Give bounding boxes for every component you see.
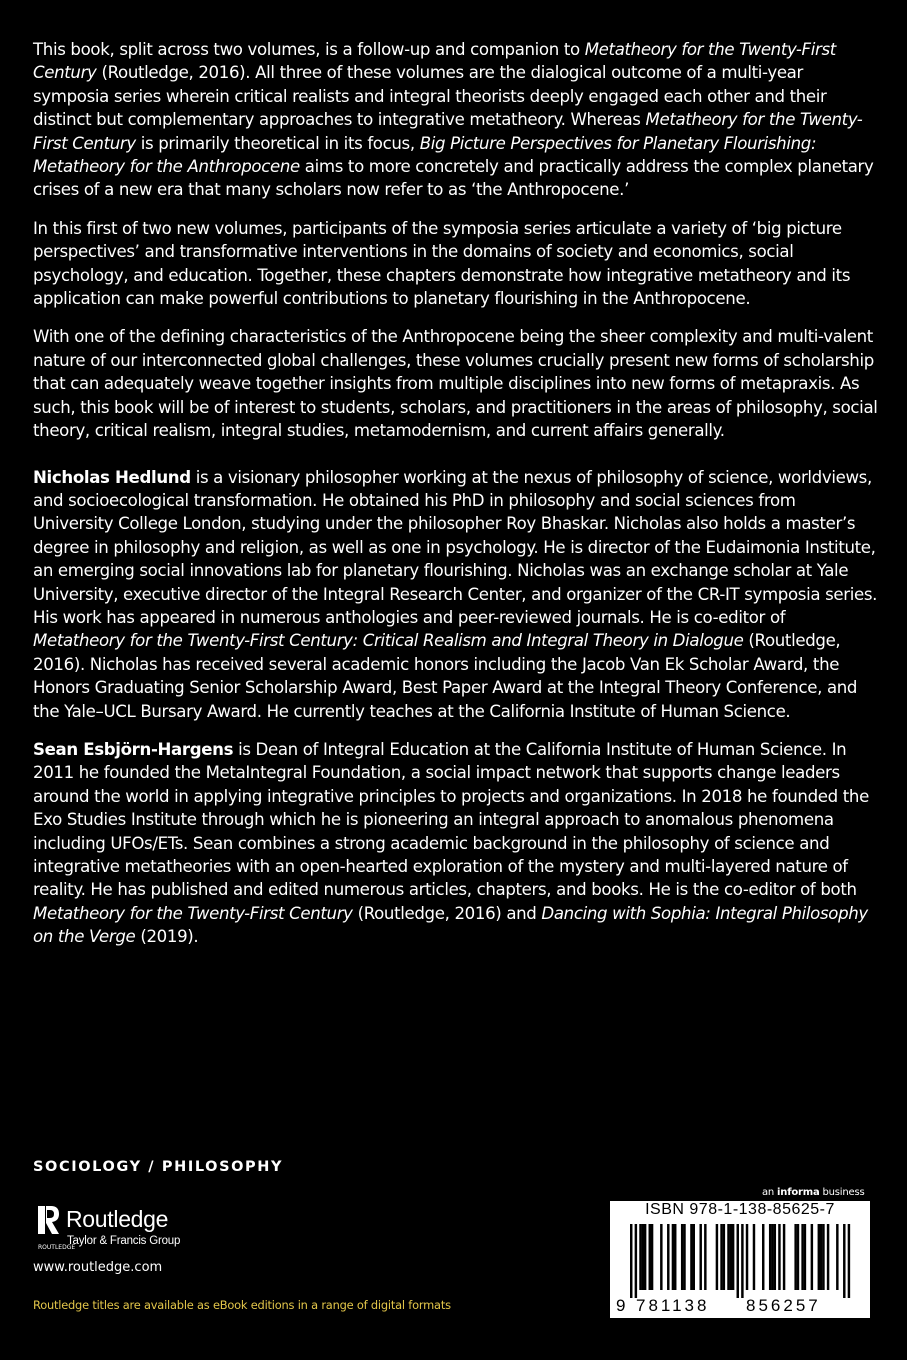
barcode-bar (630, 1224, 632, 1298)
author-name: Nicholas Hedlund (33, 467, 191, 487)
book-title-italic: Metatheory for the Twenty-First Century: Critical Realism and Integral Theory in Dialogue (33, 631, 744, 651)
routledge-logo (37, 1205, 237, 1255)
barcode-bar (639, 1224, 641, 1290)
barcode-bar (693, 1224, 695, 1290)
barcode-bar (737, 1224, 739, 1298)
author-bio-nicholas-hedlund: Nicholas Hedlund is a visionary philosopher working at the nexus of philosophy of science, worldviews, and socioecological transformation. He obtained his PhD in philosophy and social sciences from University College London, studying under the philosopher Roy Bhaskar. Nicholas also holds a master’s degree in philosophy and religion, as well as one in psychology. He is director of the Eudaimonia Institute, an emerging social innovations lab for planetary flourishing. Nicholas was an exchange scholar at Yale University, executive director of the Integral Research Center, and organizer of the CR-IT symposia series. His work has appeared in numerous anthologies and peer-reviewed journals. He is co-editor of Metatheory for the Twenty-First Century: Critical Realism and Integral Theory in Dialogue (Routledge, 2016). Nicholas has received several academic honors including the Jacob Van Ek Scholar Award, the Honors Graduating Senior Scholarship Award, Best Paper Award at the Integral Theory Conference, and the Yale–UCL Bursary Award. He currently teaches at the California Institute of Human Science. (33, 467, 878, 721)
barcode-bar (651, 1224, 653, 1290)
barcode-bar (720, 1224, 722, 1290)
barcode-bar (818, 1224, 820, 1290)
barcode-bar (699, 1224, 701, 1290)
blurb-paragraph-2: In this first of two new volumes, participants of the symposia series articulate a variety of ‘big picture perspectives’ and transformative interventions in the domains of society and economics, social psychology, and education. Together, these chapters demonstrate how integrative metatheory and its application can make powerful contributions to planetary flourishing in the Anthropocene. (33, 218, 851, 309)
barcode-bar (762, 1224, 764, 1290)
barcode-bar (730, 1224, 732, 1290)
barcode-bar (674, 1224, 676, 1290)
barcode-bar (811, 1224, 813, 1290)
blurb (33, 38, 879, 964)
barcode-bar (827, 1224, 829, 1290)
subject-category: SOCIOLOGY / PHILOSOPHY (33, 1159, 284, 1175)
author-bio-sean-esbjorn-hargens: Sean Esbjörn-Hargens is Dean of Integral Education at the California Institute of Human Science. In 2011 he founded the MetaIntegral Foundation, a social impact network that supports change leaders around the world in applying integrative principles to projects and organizations. In 2018 he founded the Exo Studies Institute through which he is pioneering an integral approach to anomalous phenomena including UFOs/ETs. Sean combines a strong academic background in the philosophy of science and integrative metatheories with an open-hearted exploration of the mystery and multi-layered nature of reality. He has published and edited numerous articles, chapters, and books. He is the co-editor of both Metatheory for the Twenty-First Century (Routledge, 2016) and Dancing with Sophia: Integral Philosophy on the Verge (2019). (33, 739, 869, 947)
barcode-bar (783, 1224, 785, 1290)
barcode-bar (727, 1224, 729, 1290)
barcode-bars (630, 1224, 850, 1298)
barcode-bar (690, 1224, 692, 1290)
barcode-bar (804, 1224, 806, 1290)
blurb-paragraph-3: With one of the defining characteristics of the Anthropocene being the sheer complexity and multi-valent nature of our interconnected global challenges, these volumes crucially present new forms of scholarship that can adequately weave together insights from multiple disciplines into new forms of metapraxis. As such, this book will be of interest to students, scholars, and practitioners in the areas of philosophy, social theory, critical realism, integral studies, metamodernism, and current affairs generally. (33, 327, 878, 441)
barcode-bar (683, 1224, 685, 1290)
barcode-bar (746, 1224, 748, 1290)
barcode-bar (797, 1224, 799, 1290)
publisher-group: Taylor & Francis Group (67, 1235, 181, 1247)
barcode-bar (723, 1224, 725, 1290)
barcode-bar (843, 1224, 845, 1298)
isbn-barcode: ISBN 978-1-138-85625-7 9 781138 856257 (610, 1201, 870, 1318)
book-title-italic: Metatheory for the Twenty-First Century (33, 40, 836, 83)
barcode-bar (667, 1224, 669, 1290)
barcode-bar (822, 1224, 824, 1290)
barcode-bar (801, 1224, 803, 1290)
barcode-bar (836, 1224, 838, 1290)
barcode-bar (642, 1224, 644, 1290)
barcode-bar (820, 1224, 822, 1290)
barcode-bar (794, 1224, 796, 1290)
isbn-number: ISBN 978-1-138-85625-7 (645, 1201, 835, 1218)
svg-text:ROUTLEDGE: ROUTLEDGE (38, 1244, 76, 1251)
publisher-website: www.routledge.com (33, 1260, 163, 1275)
barcode-bar (644, 1224, 646, 1290)
blurb-paragraph-1: This book, split across two volumes, is a follow-up and companion to Metatheory for the Twenty-First Century (Routledge, 2016). All three of these volumes are the dialogical outcome of a multi-year symposia series wherein critical realists and integral theorists deeply engaged each other and their distinct but complementary approaches to integrative metatheory. Whereas Metatheory for the Twenty-First Century is primarily theoretical in its focus, Big Picture Perspectives for Planetary Flourishing: Metatheory for the Anthropocene aims to more concretely and practically address the complex planetary crises of a new era that many scholars now refer to as ‘the Anthropocene.’ (33, 40, 874, 200)
book-title-italic: Metatheory for the Twenty-First Century (33, 110, 863, 153)
barcode-bar (635, 1224, 637, 1298)
routledge-r-icon (37, 1205, 76, 1251)
barcode-bar (769, 1224, 771, 1290)
barcode-bar (753, 1224, 755, 1290)
book-title-italic: Dancing with Sophia: Integral Philosophy on the Verge (33, 903, 868, 947)
informa-business-label: an informa business (762, 1187, 865, 1198)
barcode-bar (771, 1224, 773, 1290)
barcode-bar (672, 1224, 674, 1290)
barcode-bar (681, 1224, 683, 1290)
barcode-bar (660, 1224, 662, 1290)
barcode-bar (649, 1224, 651, 1290)
barcode-bar (716, 1224, 718, 1290)
barcode-bar (704, 1224, 706, 1290)
publisher-name: Routledge (66, 1206, 169, 1232)
barcode-bar (778, 1224, 780, 1290)
book-title-italic: Big Picture Perspectives for Planetary Flourishing: Metatheory for the Anthropocene (33, 133, 817, 177)
barcode-bar (741, 1224, 743, 1298)
barcode-bar (848, 1224, 850, 1298)
barcode-bar (732, 1224, 734, 1290)
ebook-note: Routledge titles are available as eBook editions in a range of digital formats (33, 1298, 451, 1312)
author-name: Sean Esbjörn-Hargens (33, 739, 234, 759)
book-title-italic: Metatheory for the Twenty-First Century (33, 903, 353, 923)
barcode-bar (774, 1224, 776, 1290)
